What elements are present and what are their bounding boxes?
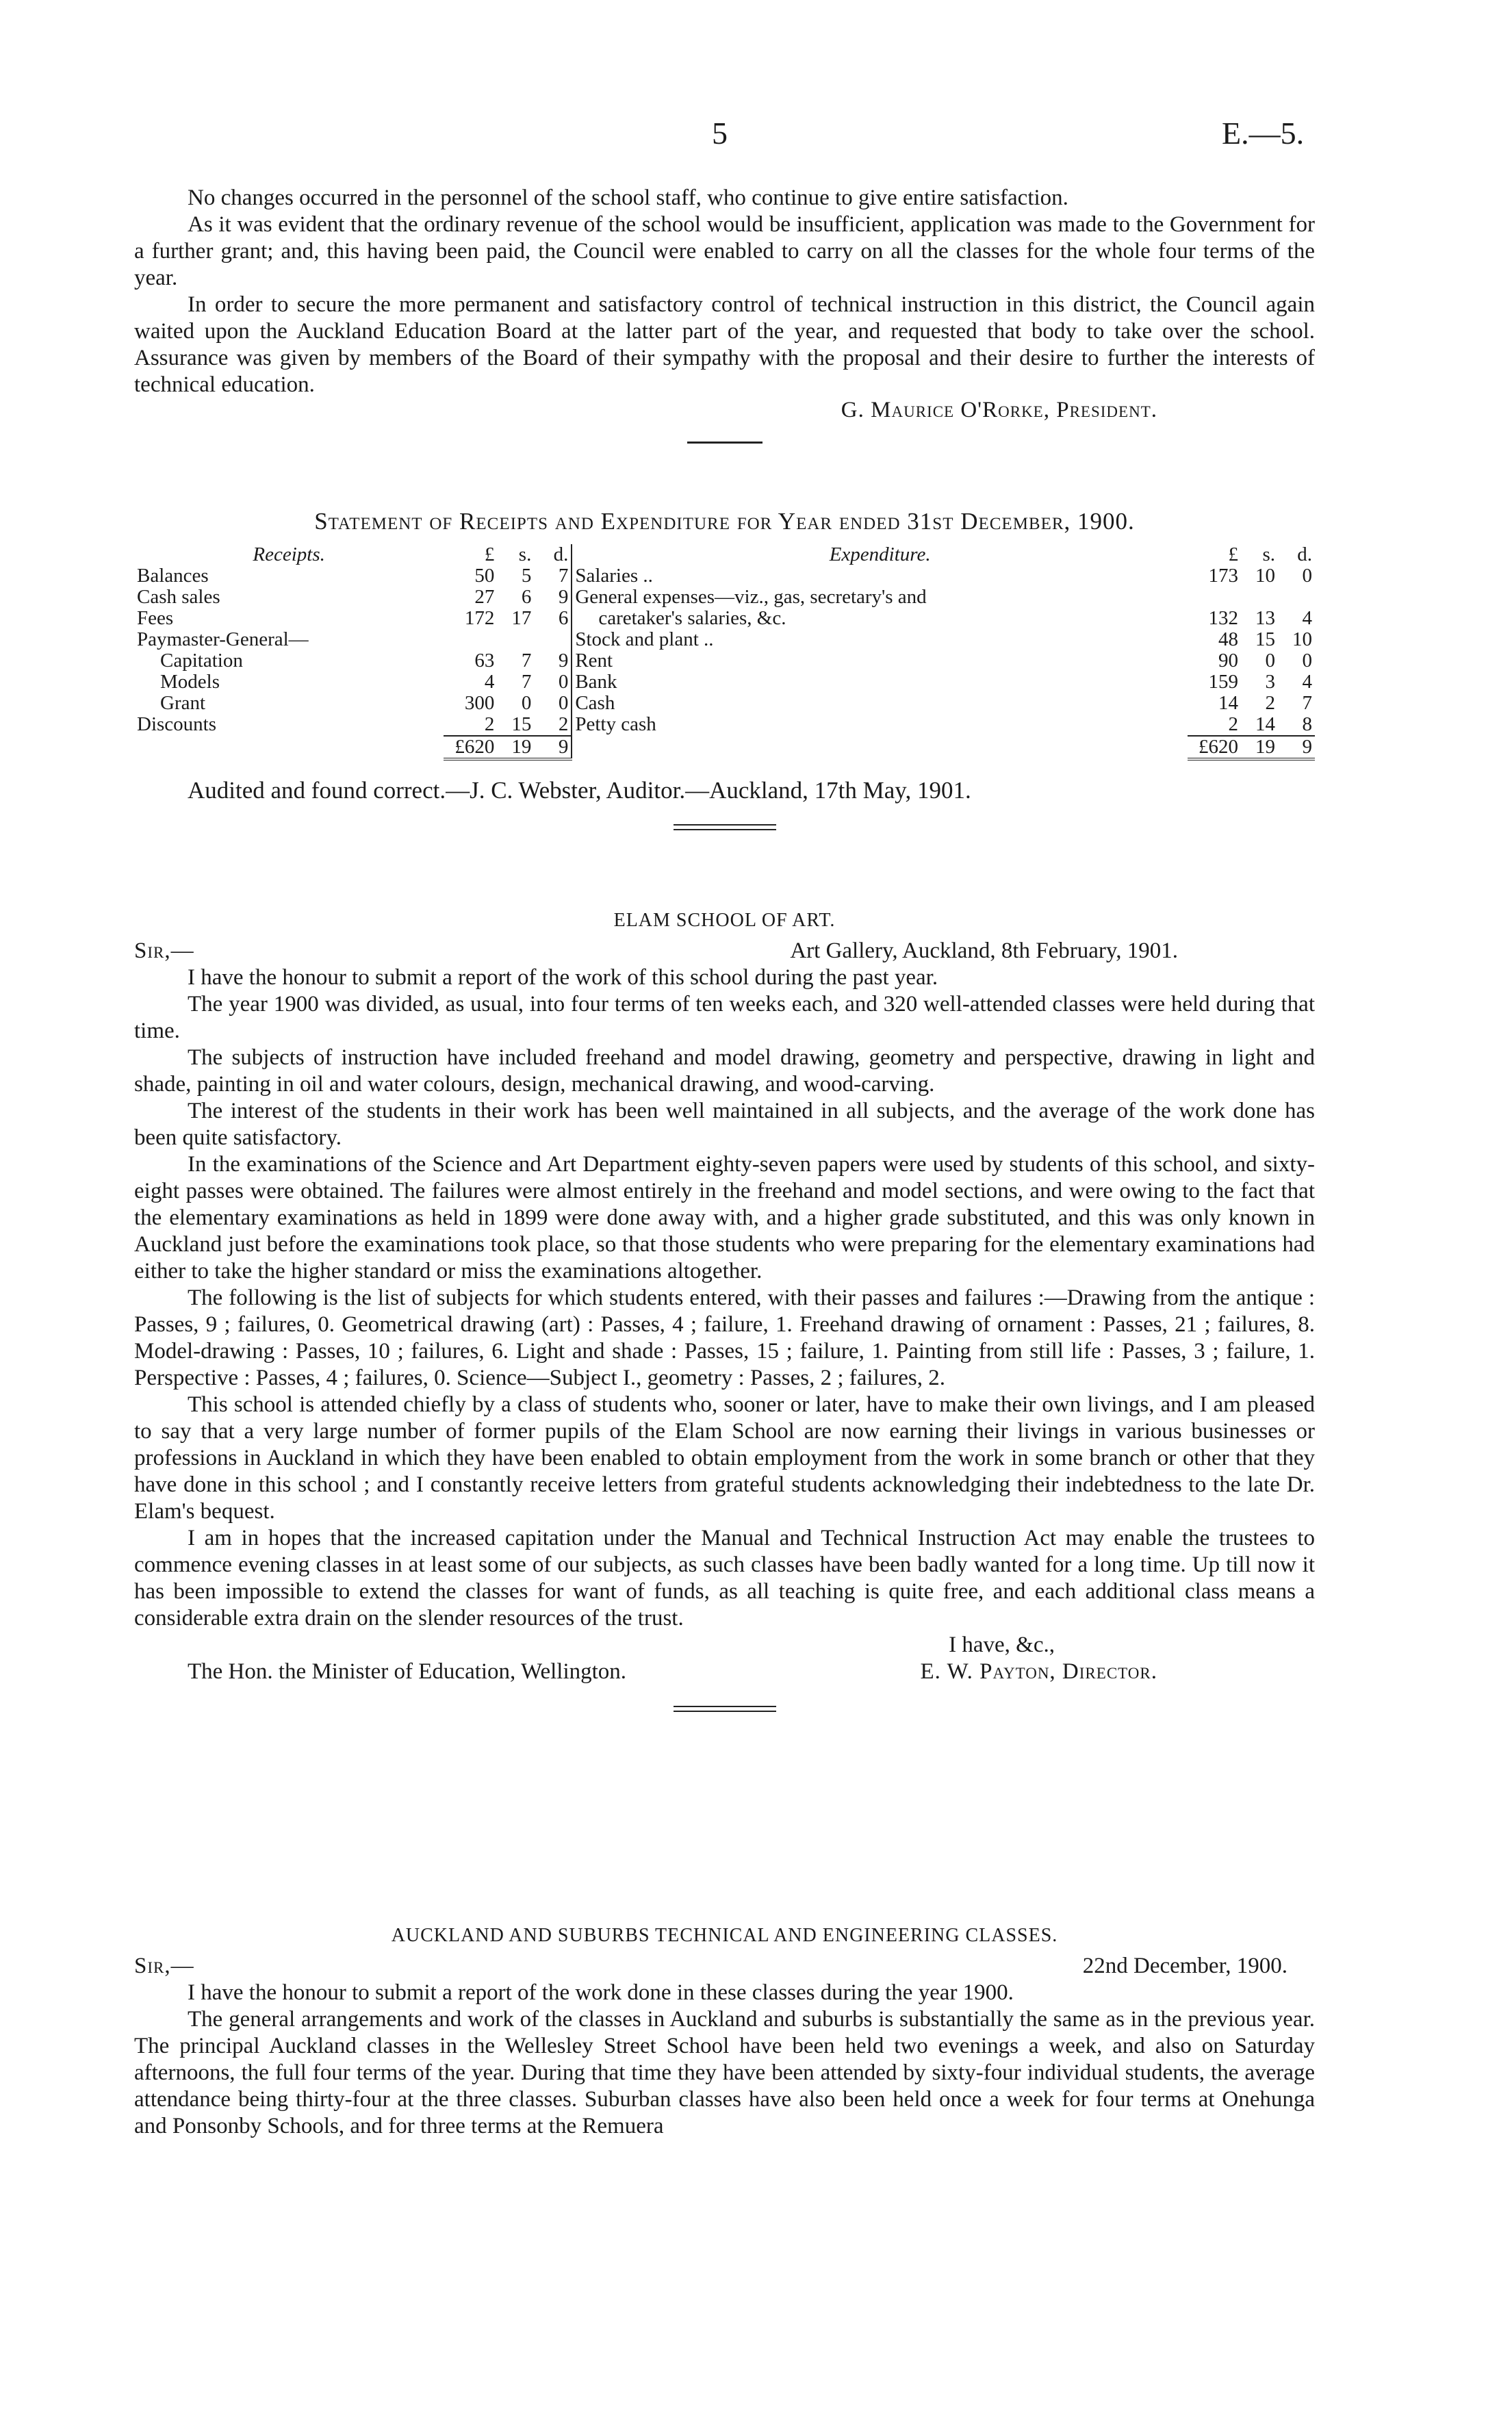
receipt-pounds	[444, 714, 497, 736]
receipt-pence	[534, 565, 572, 587]
receipt-shillings	[497, 565, 534, 587]
leader-dots	[435, 608, 444, 629]
receipt-shillings	[497, 714, 534, 736]
paragraph: The interest of the students in their work has been well maintained in all subjects, and the average of the work done has been quite satisfactory.	[134, 1099, 1315, 1150]
paragraph: The general arrangements and work of the classes in Auckland and suburbs is substantially the same as in the previous year. The principal Auckland classes in the Wellesley Street School have been held two evenings a week, and also on Saturday afternoons, the full four terms of the year. During that time they have been attended by sixty-four individual students, the average attendance being thirty-four at the three classes. Suburban classes have also been held once a week for four terms at Onehunga and Ponsonby Schools, and for three terms at the Remuera	[134, 2007, 1315, 2138]
expenditure-pounds	[1188, 714, 1241, 736]
leader-dots	[435, 565, 444, 587]
leader-dots	[1178, 672, 1188, 693]
receipt-shillings	[497, 587, 534, 608]
receipt-shillings-text: 7	[521, 671, 532, 693]
expenditure-pounds	[1188, 587, 1241, 608]
addressee: The Hon. the Minister of Education, Wellington.	[188, 1659, 627, 1684]
receipt-label-text: Paymaster-General—	[137, 628, 309, 650]
receipt-shillings-text: 6	[521, 586, 532, 608]
leader-dots	[1178, 565, 1188, 587]
leader-dots	[1178, 629, 1188, 650]
paragraph: I have the honour to submit a report of the work of this school during the past year.	[188, 965, 938, 990]
double-divider	[674, 1706, 776, 1712]
expenditure-shillings-text: 2	[1265, 692, 1275, 714]
expenditure-label-text: Salaries ..	[575, 565, 653, 587]
receipt-shillings-text: 0	[521, 692, 532, 714]
account-row	[134, 672, 1315, 693]
receipt-label	[134, 693, 435, 714]
expenditure-label-text: General expenses—viz., gas, secretary's and	[575, 586, 927, 608]
receipt-shillings-text: 5	[521, 565, 532, 587]
expenditure-pounds	[1188, 629, 1241, 650]
receipt-pence	[534, 693, 572, 714]
expenditure-label	[572, 650, 1178, 672]
paragraph: The year 1900 was divided, as usual, into four terms of ten weeks each, and 320 well-attended classes were held during that time.	[134, 992, 1315, 1043]
account-row	[134, 650, 1315, 672]
accounts-rows	[134, 565, 1315, 736]
leader-dots	[1178, 608, 1188, 629]
receipt-label-text: Fees	[137, 607, 174, 629]
expenditure-pence-text: 0	[1302, 565, 1312, 587]
expenditure-shillings-text: 3	[1265, 671, 1275, 693]
paragraph: No changes occurred in the personnel of the school staff, who continue to give entire satisfaction.	[188, 186, 1068, 210]
expenditure-pence	[1278, 608, 1315, 629]
salutation: Sir,—	[134, 938, 194, 963]
receipt-label-text: Capitation	[160, 650, 243, 672]
expenditure-pence-text: 0	[1302, 650, 1312, 672]
expenditure-shillings	[1241, 608, 1278, 629]
expenditure-label	[572, 587, 1178, 608]
receipt-pounds-text: 27	[474, 586, 495, 608]
receipt-shillings	[497, 650, 534, 672]
receipt-pounds	[444, 565, 497, 587]
expenditure-shillings-text: 13	[1255, 607, 1275, 629]
receipt-pence	[534, 714, 572, 736]
receipt-label-text: Discounts	[137, 713, 216, 735]
receipt-pence-text: 2	[558, 713, 569, 735]
receipt-pounds-text: 172	[464, 607, 495, 629]
auckland-heading: AUCKLAND AND SUBURBS TECHNICAL AND ENGINEERING CLASSES.	[391, 1925, 1058, 1946]
receipt-pounds	[444, 608, 497, 629]
expenditure-pence	[1278, 565, 1315, 587]
leader-dots	[435, 650, 444, 672]
expenditure-pence-text: 4	[1302, 607, 1312, 629]
expenditure-shillings	[1241, 629, 1278, 650]
receipt-label-text: Balances	[137, 565, 209, 587]
expenditure-pounds-text: 48	[1218, 628, 1238, 650]
expenditure-shillings-text: 14	[1255, 713, 1275, 735]
expenditure-pounds-text: 14	[1218, 692, 1238, 714]
expenditure-shillings	[1241, 714, 1278, 736]
expenditure-label	[572, 693, 1178, 714]
account-row	[134, 608, 1315, 629]
expenditure-label-text: Rent	[575, 650, 613, 672]
statement-section	[134, 508, 1315, 830]
receipt-pence-text: 0	[558, 692, 569, 714]
receipt-pounds	[444, 672, 497, 693]
receipt-pence	[534, 672, 572, 693]
expenditure-label	[572, 608, 1178, 629]
expenditure-pounds	[1188, 672, 1241, 693]
receipt-label	[134, 650, 435, 672]
expenditure-pounds-text: 2	[1228, 713, 1238, 735]
divider	[687, 442, 763, 444]
audit-note: Audited and found correct.—J. C. Webster, Auditor.—Auckland, 17th May, 1901.	[188, 777, 971, 804]
expenditure-label	[572, 714, 1178, 736]
auckland-report	[134, 1922, 1315, 2140]
expenditure-pence	[1278, 693, 1315, 714]
expenditure-shillings	[1241, 565, 1278, 587]
receipt-label	[134, 714, 435, 736]
expenditure-label	[572, 565, 1178, 587]
expenditure-label	[572, 672, 1178, 693]
receipt-pounds	[444, 629, 497, 650]
receipt-pence	[534, 629, 572, 650]
closing: I have, &c.,	[949, 1633, 1055, 1657]
paragraph: In order to secure the more permanent and satisfactory control of technical instruction in this district, the Council again waited upon the Auckland Education Board at the latter part of the year, and requested that body to take over the school. Assurance was given by members of the Board of their sympathy with the proposal and their desire to further the interests of technical education.	[134, 292, 1315, 397]
double-divider	[674, 824, 776, 830]
expenditure-pounds-text: 132	[1208, 607, 1238, 629]
expenditure-label-text: Petty cash	[575, 713, 656, 735]
elam-report	[134, 907, 1315, 1712]
leader-dots	[1178, 693, 1188, 714]
expenditure-label-text: caretaker's salaries, &c.	[598, 607, 786, 629]
expenditure-label-text: Cash	[575, 692, 615, 714]
document-reference: E.—5.	[1222, 116, 1305, 151]
receipt-label	[134, 565, 435, 587]
receipt-pounds-text: 63	[474, 650, 495, 672]
expenditure-pounds-text: 159	[1208, 671, 1238, 693]
receipt-pounds	[444, 587, 497, 608]
expenditure-shillings-text: 10	[1255, 565, 1275, 587]
receipt-pence	[534, 650, 572, 672]
salutation: Sir,—	[134, 1954, 194, 1978]
receipt-pounds-text: 50	[474, 565, 495, 587]
receipt-pence-text: 0	[558, 671, 569, 693]
director-signature: E. W. Payton, Director.	[920, 1659, 1157, 1684]
expenditure-pence	[1278, 714, 1315, 736]
elam-paragraphs	[134, 964, 1315, 1632]
receipt-shillings-text: 15	[511, 713, 532, 735]
account-row	[134, 587, 1315, 608]
expenditure-pence	[1278, 650, 1315, 672]
expenditure-shillings	[1241, 650, 1278, 672]
expenditure-pounds	[1188, 693, 1241, 714]
dateline: 22nd December, 1900.	[1082, 1954, 1287, 1978]
receipt-shillings	[497, 693, 534, 714]
expenditure-pence	[1278, 672, 1315, 693]
receipt-label	[134, 629, 435, 650]
paragraph: I am in hopes that the increased capitation under the Manual and Technical Instruction Act may enable the trustees to commence evening classes in at least some of our subjects, as such classes have been badly wanted for a long time. Up till now it has been impossible to extend the classes for want of funds, as all teaching is quite free, and each additional class means a considerable extra drain on the slender resources of the trust.	[134, 1526, 1315, 1630]
expenditure-shillings-text: 0	[1265, 650, 1275, 672]
receipt-shillings	[497, 672, 534, 693]
expenditure-pence	[1278, 629, 1315, 650]
receipt-label	[134, 608, 435, 629]
expenditure-shillings-text: 15	[1255, 628, 1275, 650]
leader-dots	[1178, 714, 1188, 736]
auckland-paragraphs	[134, 1980, 1315, 2140]
receipt-shillings	[497, 608, 534, 629]
leader-dots	[435, 714, 444, 736]
receipt-label-text: Grant	[160, 692, 206, 714]
leader-dots	[435, 693, 444, 714]
receipt-pence	[534, 608, 572, 629]
expenditure-pounds-text: 90	[1218, 650, 1238, 672]
statement-title: Statement of Receipts and Expenditure for Year ended 31st December, 1900.	[314, 508, 1135, 535]
receipt-pounds-text: 4	[484, 671, 495, 693]
expenditure-pence	[1278, 587, 1315, 608]
account-row	[134, 565, 1315, 587]
president-signature: G. Maurice O'Rorke, President.	[841, 398, 1157, 422]
expenditure-header: Expenditure.	[572, 544, 1188, 565]
leader-dots	[435, 587, 444, 608]
receipt-pounds-text: 2	[484, 713, 495, 735]
expenditure-pounds	[1188, 608, 1241, 629]
expenditure-pence-text: 10	[1292, 628, 1312, 650]
receipt-pence-text: 6	[558, 607, 569, 629]
account-row	[134, 629, 1315, 650]
paragraph: In the examinations of the Science and Art Department eighty-seven papers were used by students of this school, and sixty-eight passes were obtained. The failures were almost entirely in the freehand and model sections, and were owing to the fact that the elementary examinations as held in 1899 were done away with, and a higher grade substituted, and this was only known in Auckland just before the examinations took place, so that those students who were preparing for the elementary examinations had either to take the higher standard or miss the examinations altogether.	[134, 1152, 1315, 1283]
account-row	[134, 693, 1315, 714]
account-row	[134, 714, 1315, 736]
leader-dots	[435, 629, 444, 650]
expenditure-pence-text: 7	[1302, 692, 1312, 714]
totals-row: £620 19 9 £620 19 9	[134, 736, 1315, 759]
accounts-table: Receipts. £ s. d. Expenditure. £ s. d. Balances 50 5 7 Salaries .. 173 10 0 Cash sales 27 6 9 General expenses—viz., gas, secretary's and Fees 172 17 6 caretaker's salaries, &c. 132 13 4 Paymaster-General— Stock and plant .. 48 15 10 Capitation 63 7 9 Rent 90 0 0 Models 4 7 0 Bank 159 3 4 Grant 300 0 0 Cash 14 2 7 Discounts 2 15 2 Petty cash 2 14 8 £620 19 9 £620 19 9	[134, 544, 1315, 760]
receipt-pounds	[444, 650, 497, 672]
receipt-pounds	[444, 693, 497, 714]
receipt-pounds-text: 300	[464, 692, 495, 714]
paragraph: The following is the list of subjects for which students entered, with their passes and failures :—Drawing from the antique : Passes, 9 ; failures, 0. Geometrical drawing (art) : Passes, 4 ; failure, 1. Freehand drawing of ornament : Passes, 21 ; failures, 8. Model-drawing : Passes, 10 ; failures, 6. Light and shade : Passes, 15 ; failure, 1. Painting from still life : Passes, 3 ; failure, 1. Perspective : Passes, 4 ; failures, 0. Science—Subject I., geometry : Passes, 2 ; failures, 2.	[134, 1286, 1315, 1390]
expenditure-shillings	[1241, 672, 1278, 693]
receipt-pence-text: 9	[558, 586, 569, 608]
receipt-label-text: Models	[160, 671, 220, 693]
council-report	[134, 185, 1315, 444]
paragraph: The subjects of instruction have included freehand and model drawing, geometry and perspective, drawing in light and shade, painting in oil and water colours, design, mechanical drawing, and wood-carving.	[134, 1045, 1315, 1097]
paragraph: I have the honour to submit a report of the work done in these classes during the year 1900.	[188, 1980, 1014, 2005]
expenditure-pounds	[1188, 565, 1241, 587]
receipt-pence	[534, 587, 572, 608]
paragraph: This school is attended chiefly by a class of students who, sooner or later, have to make their own livings, and I am pleased to say that a very large number of former pupils of the Elam School are now earning their livings in various businesses or professions in Auckland in which they have been enabled to obtain employment from the work in some branch or other that they have done in this school ; and I constantly receive letters from grateful students acknowledging their indebtedness to the late Dr. Elam's bequest.	[134, 1392, 1315, 1524]
receipt-pence-text: 9	[558, 650, 569, 672]
elam-heading: ELAM SCHOOL OF ART.	[613, 910, 836, 931]
leader-dots	[1178, 587, 1188, 608]
dateline: Art Gallery, Auckland, 8th February, 1901.	[790, 938, 1178, 963]
expenditure-pounds	[1188, 650, 1241, 672]
receipt-shillings	[497, 629, 534, 650]
expenditure-pence-text: 4	[1302, 671, 1312, 693]
leader-dots	[435, 672, 444, 693]
receipt-pence-text: 7	[558, 565, 569, 587]
receipt-label	[134, 672, 435, 693]
expenditure-pounds-text: 173	[1208, 565, 1238, 587]
expenditure-shillings	[1241, 693, 1278, 714]
expenditure-label-text: Stock and plant ..	[575, 628, 714, 650]
leader-dots	[1178, 650, 1188, 672]
expenditure-label	[572, 629, 1178, 650]
expenditure-shillings	[1241, 587, 1278, 608]
receipt-label-text: Cash sales	[137, 586, 220, 608]
page-number: 5	[712, 116, 728, 151]
paragraph: As it was evident that the ordinary revenue of the school would be insufficient, application was made to the Government for a further grant; and, this having been paid, the Council were enabled to carry on all the classes for the whole four terms of the year.	[134, 212, 1315, 290]
expenditure-label-text: Bank	[575, 671, 617, 693]
receipt-shillings-text: 7	[521, 650, 532, 672]
receipt-shillings-text: 17	[511, 607, 532, 629]
receipts-header: Receipts.	[253, 543, 325, 565]
expenditure-pence-text: 8	[1302, 713, 1312, 735]
receipt-label	[134, 587, 435, 608]
